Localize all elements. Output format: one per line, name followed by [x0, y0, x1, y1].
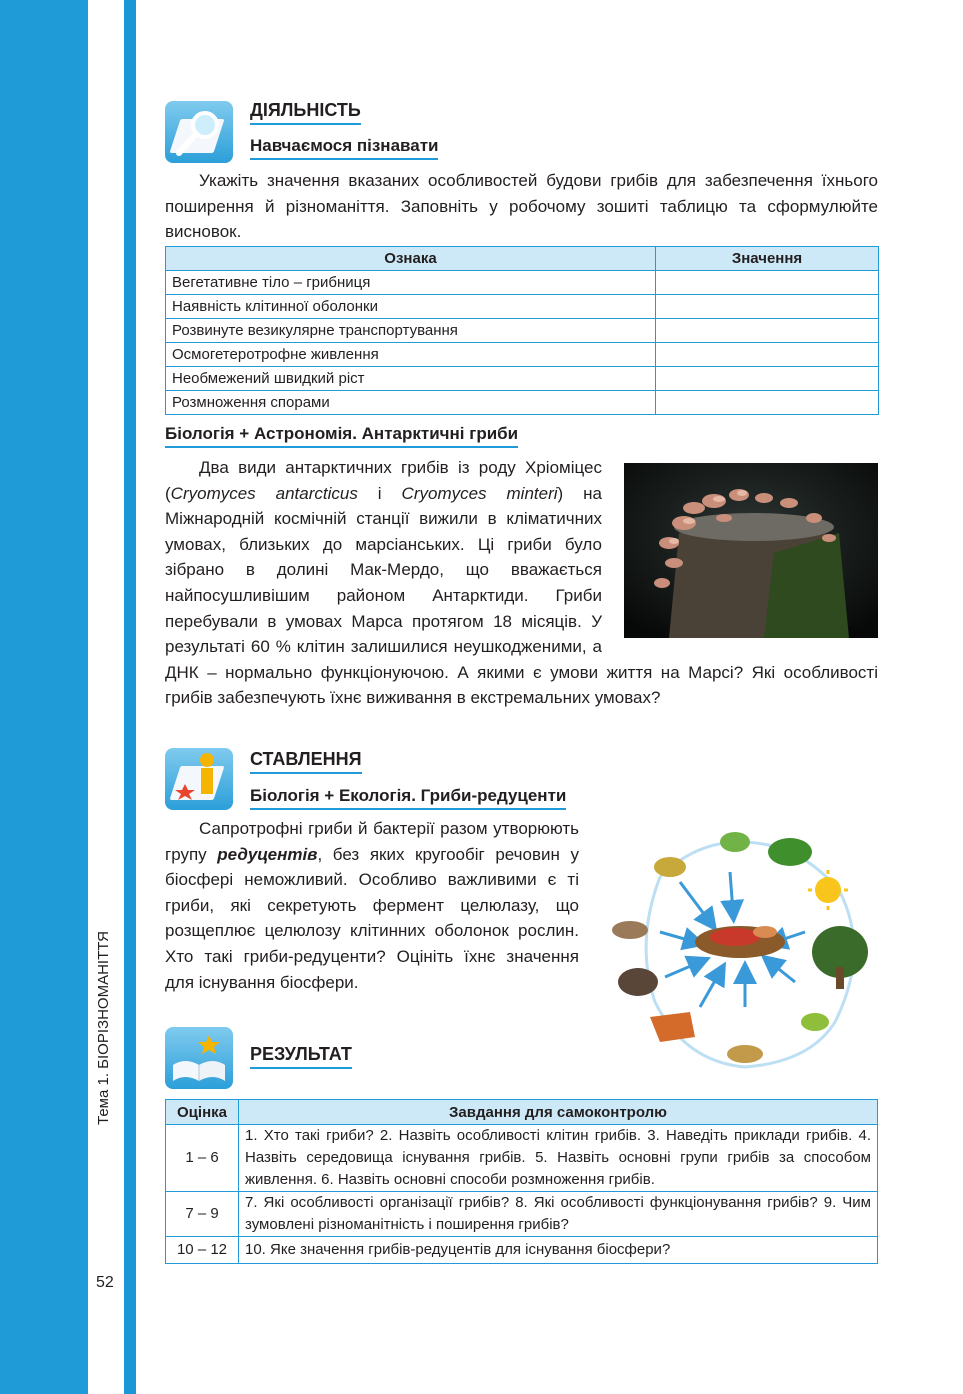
table-row [166, 319, 879, 343]
features-table [165, 246, 879, 415]
side-stripe [0, 0, 88, 1394]
result-heading: РЕЗУЛЬТАТ [250, 1044, 352, 1069]
magnifier-icon [165, 101, 233, 163]
species-name-2: Cryomyces minteri [401, 483, 558, 503]
table-row [166, 1192, 878, 1237]
activity-subheading: Навчаємося пізнавати [250, 136, 438, 160]
features-header-meaning: Значення [656, 247, 879, 271]
astronomy-text [165, 455, 878, 711]
meaning-cell [656, 367, 879, 391]
self-check-table [165, 1099, 878, 1264]
table-row [166, 1237, 878, 1264]
meaning-cell [656, 391, 879, 415]
meaning-cell [656, 271, 879, 295]
table-row [166, 1125, 878, 1192]
attitude-heading: СТАВЛЕННЯ [250, 749, 362, 774]
results-header-tasks: Завдання для самоконтролю [239, 1100, 878, 1125]
tasks-cell: 7. Які особливості організації грибів? 8. Які особливості функціонування грибів? 9. Чим зумовлені різноманітність і поширення грибів? [239, 1192, 878, 1237]
attitude-subheading: Біологія + Екологія. Гриби-редуценти [250, 786, 566, 810]
table-row [166, 295, 879, 319]
feature-cell: Розмноження спорами [166, 391, 656, 415]
attitude-text-part-1: Сапротрофні гриби й бактерії разом утворюють групу [165, 819, 579, 864]
meaning-cell [656, 295, 879, 319]
table-row [166, 391, 879, 415]
tasks-cell: 1. Хто такі гриби? 2. Назвіть особливості клітин грибів. 3. Наведіть приклади грибів. 4. Назвіть середовища існування грибів. 5. Назвіть основні групи грибів за способом живлення. 6. Назвіть основні способи розмноження грибів. [239, 1125, 878, 1192]
astronomy-text-and: і [357, 483, 402, 503]
activity-heading: ДІЯЛЬНІСТЬ [250, 100, 361, 125]
page-number: 52 [96, 1274, 114, 1291]
side-gap [88, 0, 124, 1394]
grade-cell: 7 – 9 [166, 1192, 239, 1237]
photo-spacer [602, 455, 878, 637]
term-reducents: редуцентів [217, 844, 318, 864]
open-book-icon [165, 1027, 233, 1089]
feature-cell: Необмежений швидкий ріст [166, 367, 656, 391]
person-award-icon [165, 748, 233, 810]
attitude-text [165, 816, 579, 995]
astronomy-text-part-1: Два види антарктичних грибів із роду Хріоміцес ( [165, 458, 602, 503]
features-header-sign: Ознака [166, 247, 656, 271]
nutrient-cycle-illustration [600, 822, 880, 1080]
results-header-grade: Оцінка [166, 1100, 239, 1125]
activity-text: Укажіть значення вказаних особливостей будови грибів для забезпечення їхнього поширення й різноманіття. Заповніть у робочому зошиті таблицю та сформулюйте висновок. [165, 171, 878, 242]
meaning-cell [656, 319, 879, 343]
tasks-cell: 10. Яке значення грибів-редуцентів для існування біосфери? [239, 1237, 878, 1264]
astronomy-heading: Біологія + Астрономія. Антарктичні гриби [165, 424, 518, 448]
feature-cell: Наявність клітинної оболонки [166, 295, 656, 319]
table-row [166, 343, 879, 367]
grade-cell: 10 – 12 [166, 1237, 239, 1264]
topic-label: Тема 1. БІОРІЗНОМАНІТТЯ [95, 931, 112, 1125]
feature-cell: Вегетативне тіло – грибниця [166, 271, 656, 295]
table-row [166, 367, 879, 391]
feature-cell: Осмогетеротрофне живлення [166, 343, 656, 367]
species-name-1: Cryomyces antarcticus [170, 483, 358, 503]
meaning-cell [656, 343, 879, 367]
grade-cell: 1 – 6 [166, 1125, 239, 1192]
astronomy-text-part-2: ) на Міжнародній космічній станції вижили в кліматичних умовах, близьких до марсіанських. Ці гриби було зібрано в долині Мак-Мердо, що вважається найпосушливішим районом Антарктиди. Гриби перебували в умовах Марса протягом 18 місяців. У результаті 60 % клітин залишилися неушкодженими, а ДНК – нормально функціонуючою. А якими є умови життя на Марсі? Які особливості грибів забезпечують їхнє виживання в екстремальних умовах? [165, 483, 878, 708]
attitude-text-part-2: , без яких кругообіг речовин у біосфері неможливий. Особливо важливими є ті гриби, які секретують фермент целюлазу, що розщеплює целюлозу клітинних оболонок рослин. Хто такі гриби-редуценти? Оцініть їхнє значення для існування біосфери. [165, 844, 579, 992]
side-stripe-thin [124, 0, 136, 1394]
table-row [166, 271, 879, 295]
feature-cell: Розвинуте везикулярне транспортування [166, 319, 656, 343]
